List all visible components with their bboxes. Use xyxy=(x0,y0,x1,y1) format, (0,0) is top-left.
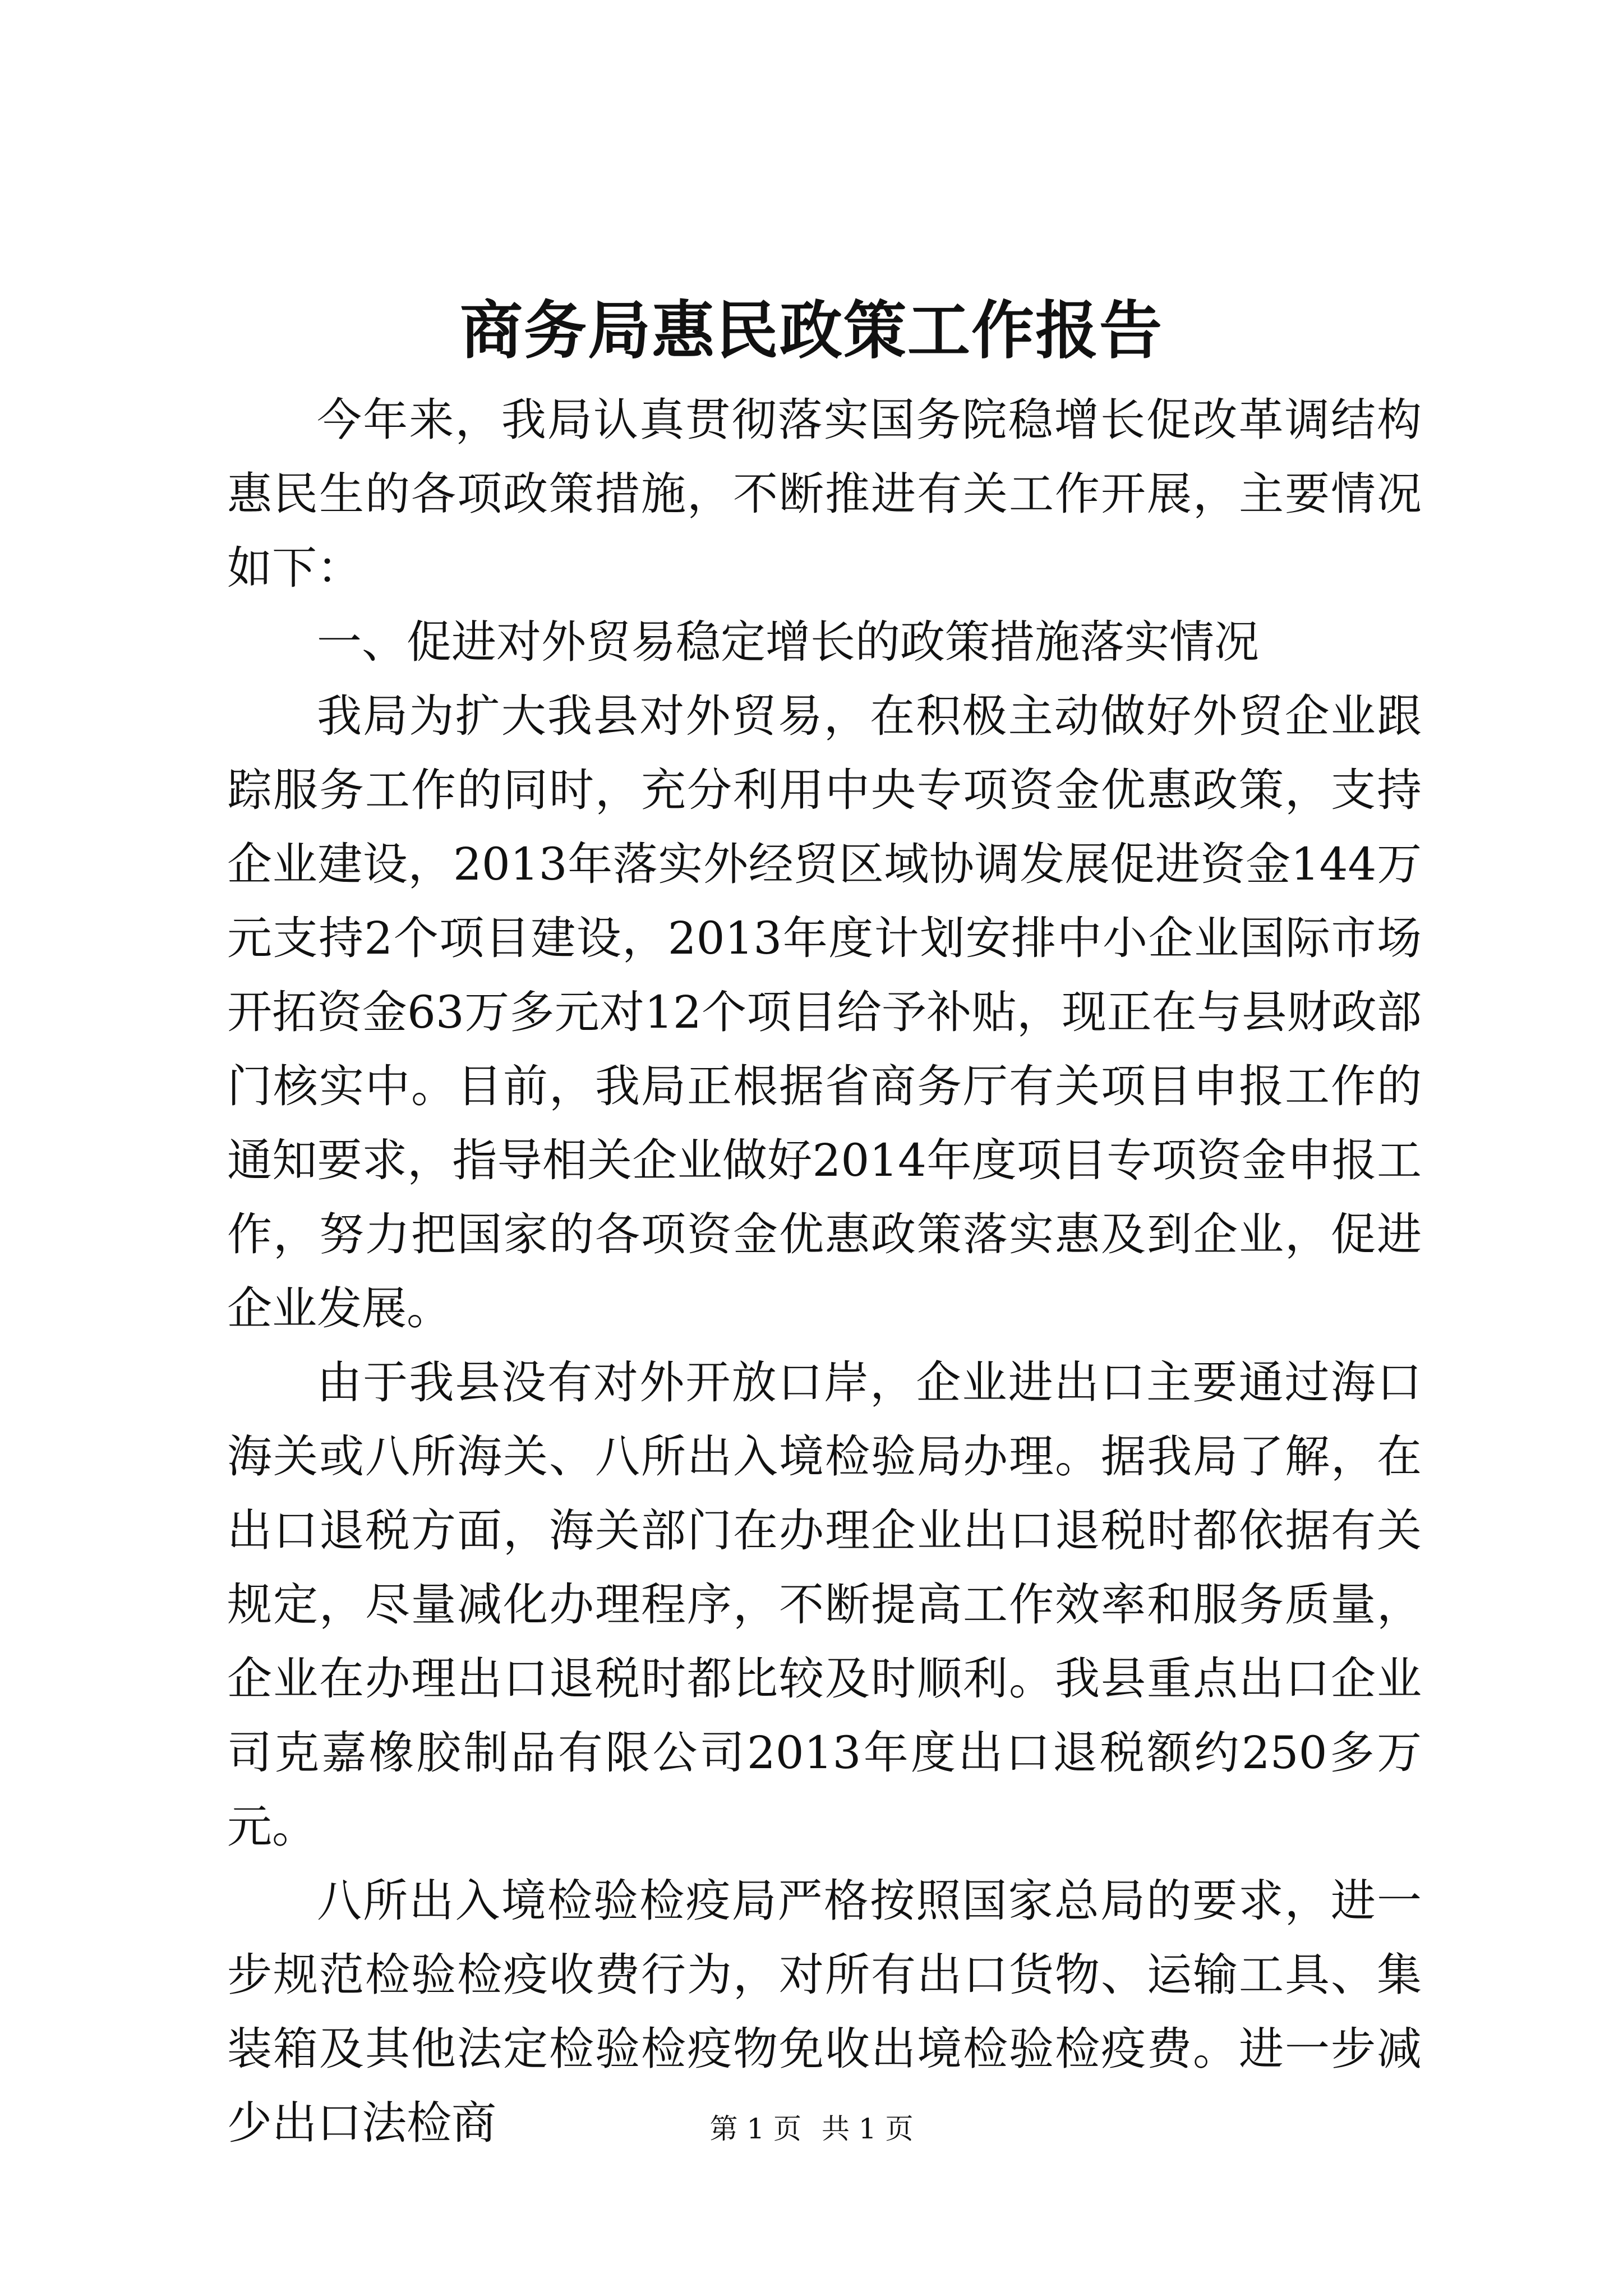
page-total: 共 1 页 xyxy=(821,2113,914,2145)
paragraph-section-heading: 一、促进对外贸易稳定增长的政策措施落实情况 xyxy=(317,616,1259,668)
paragraph-intro: 今年来，我局认真贯彻落实国务院稳增长促改革调结构惠民生的各项政策措施，不断推进有关工作开展，主要情况如下： xyxy=(227,394,1422,594)
paragraph-export-tax-refund: 由于我县没有对外开放口岸，企业进出口主要通过海口海关或八所海关、八所出入境检验局办理。据我局了解，在出口退税方面，海关部门在办理企业出口退税时都依据有关规定，尽量减化办理程序，不断提高工作效率和服务质量，企业在办理出口退税时都比较及时顺利。我县重点出口企业司克嘉橡胶制品有限公司2013年度出口退税额约250多万元。 xyxy=(227,1356,1422,1853)
page-footer xyxy=(0,2112,1623,2146)
document-title: 商务局惠民政策工作报告 xyxy=(460,294,1163,367)
paragraph-inspection-fees: 八所出入境检验检疫局严格按照国家总局的要求，进一步规范检验检疫收费行为，对所有出口货物、运输工具、集装箱及其他法定检验检疫物免收出境检验检疫费。进一步减少出口法检商 xyxy=(227,1875,1422,2149)
document-body xyxy=(227,383,1422,2160)
paragraph-trade-funding: 我局为扩大我县对外贸易，在积极主动做好外贸企业跟踪服务工作的同时，充分利用中央专项资金优惠政策，支持企业建设，2013年落实外经贸区域协调发展促进资金144万元支持2个项目建设，2013年度计划安排中小企业国际市场开拓资金63万多元对12个项目给予补贴，现正在与县财政部门核实中。目前，我局正根据省商务厅有关项目申报工作的通知要求，指导相关企业做好2014年度项目专项资金申报工作，努力把国家的各项资金优惠政策落实惠及到企业，促进企业发展。 xyxy=(227,690,1422,1335)
page-number: 第 1 页 xyxy=(709,2113,802,2145)
